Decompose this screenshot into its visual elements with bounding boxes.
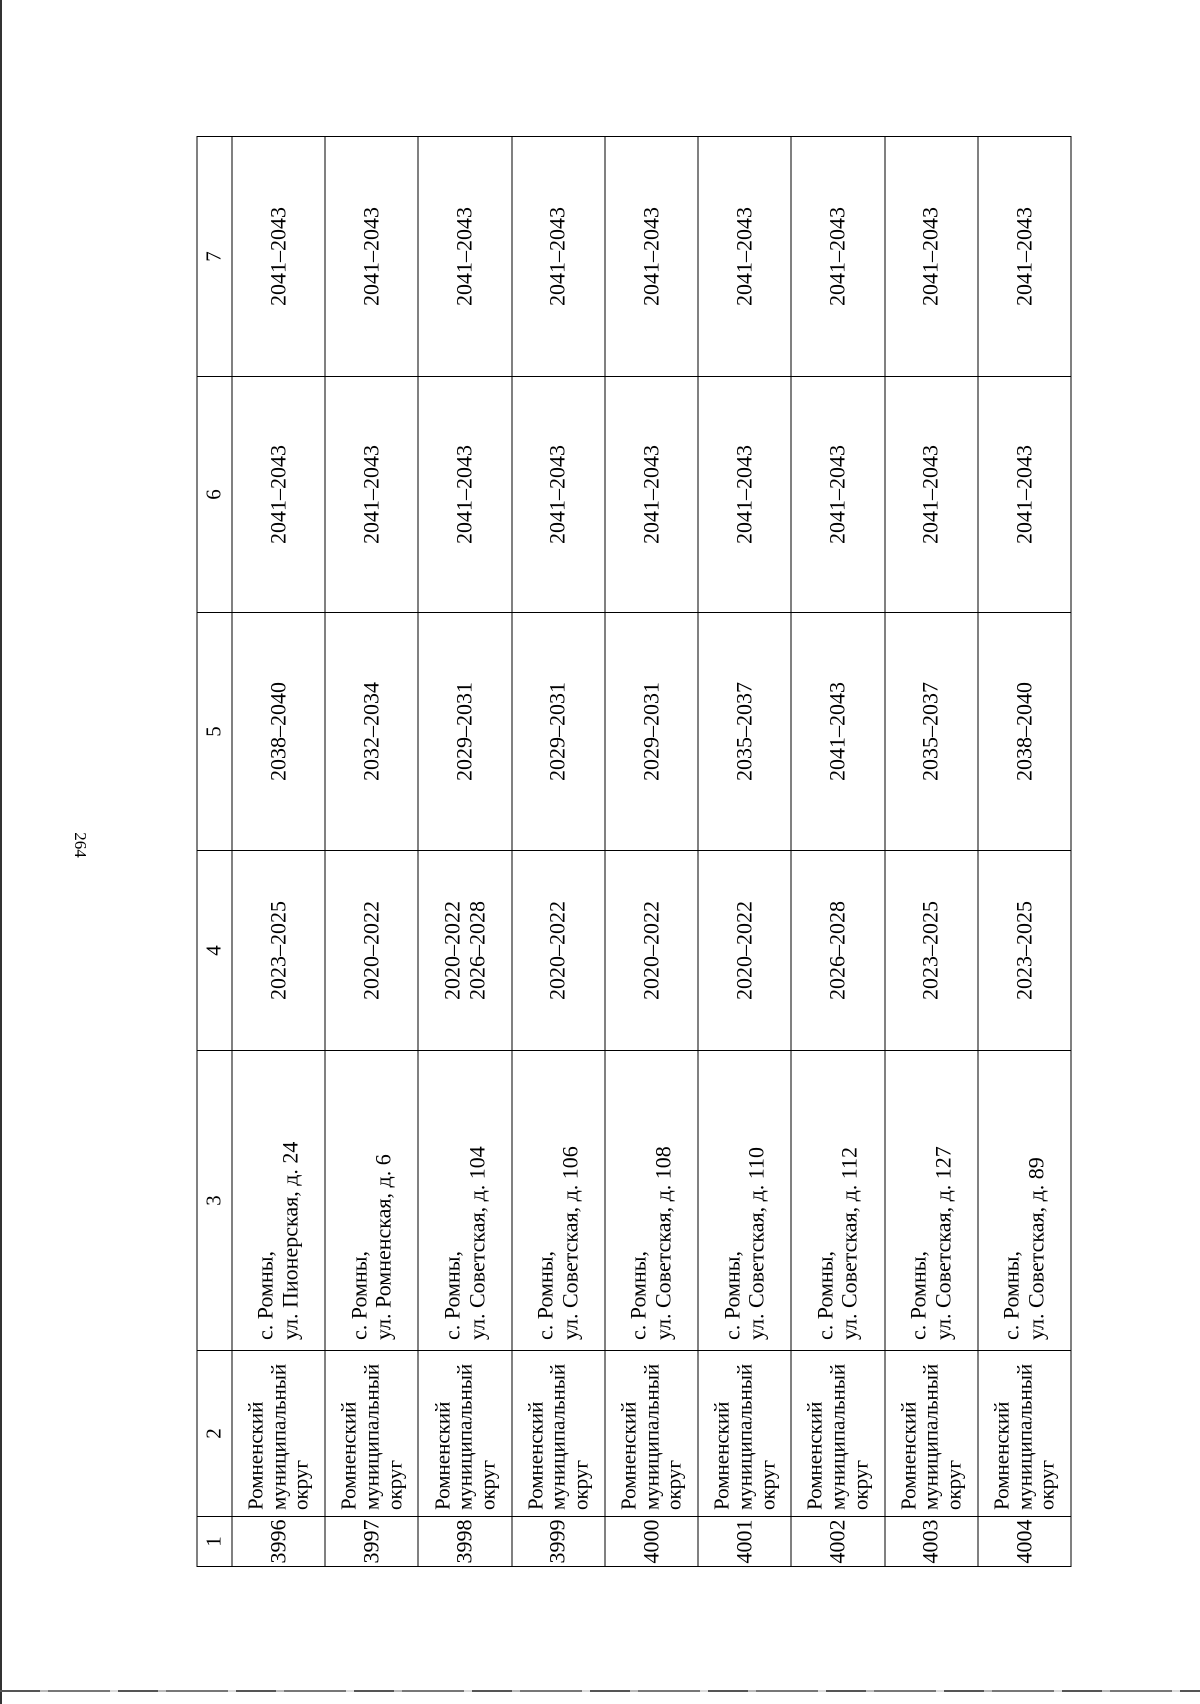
district-cell bbox=[978, 1351, 1071, 1517]
period-col6-cell: 2041–2043 bbox=[232, 377, 325, 613]
row-number-cell: 4000 bbox=[605, 1517, 698, 1567]
period-col7-cell: 2041–2043 bbox=[512, 137, 605, 377]
cell-line: с. Ромны, bbox=[532, 1250, 558, 1340]
district-cell bbox=[232, 1351, 325, 1517]
cell-line: ул. Советская, д. 104 bbox=[464, 1146, 490, 1340]
address-cell bbox=[885, 1051, 978, 1351]
table-row bbox=[325, 137, 418, 1567]
cell-line: муниципальный bbox=[639, 1363, 664, 1510]
cell-line: Ромненский bbox=[616, 1401, 641, 1510]
table-row bbox=[512, 137, 605, 1567]
cell-line: Ромненский bbox=[243, 1401, 268, 1510]
district-cell bbox=[418, 1351, 511, 1517]
cell-line: муниципальный bbox=[266, 1363, 291, 1510]
district-cell bbox=[605, 1351, 698, 1517]
cell-line: 2023–2025 bbox=[1011, 901, 1037, 1000]
period-col4-cell bbox=[418, 851, 511, 1051]
header-cell: 1 bbox=[197, 1517, 232, 1567]
row-number-cell: 4002 bbox=[791, 1517, 884, 1567]
cell-line: 2020–2022 bbox=[544, 901, 570, 1000]
cell-line: округ bbox=[661, 1459, 686, 1510]
table-header-row bbox=[197, 137, 232, 1567]
address-cell bbox=[418, 1051, 511, 1351]
cell-line: с. Ромны, bbox=[812, 1250, 838, 1340]
period-col5-cell: 2041–2043 bbox=[791, 613, 884, 851]
page-number: 264 bbox=[71, 832, 90, 858]
period-col6-cell: 2041–2043 bbox=[978, 377, 1071, 613]
cell-line: ул. Советская, д. 110 bbox=[743, 1147, 769, 1340]
cell-line: с. Ромны, bbox=[905, 1250, 931, 1340]
cell-line: с. Ромны, bbox=[252, 1250, 278, 1340]
address-cell bbox=[232, 1051, 325, 1351]
period-col5-cell: 2029–2031 bbox=[418, 613, 511, 851]
cell-line: 2026–2028 bbox=[824, 901, 850, 1000]
period-col5-cell: 2035–2037 bbox=[885, 613, 978, 851]
cell-line: муниципальный bbox=[825, 1363, 850, 1510]
cell-line: Ромненский bbox=[802, 1401, 827, 1510]
cell-line: с. Ромны, bbox=[719, 1250, 745, 1340]
scan-edge-bottom bbox=[0, 1690, 1200, 1692]
header-cell: 7 bbox=[197, 137, 232, 377]
cell-line: муниципальный bbox=[359, 1363, 384, 1510]
period-col7-cell: 2041–2043 bbox=[418, 137, 511, 377]
period-col7-cell: 2041–2043 bbox=[605, 137, 698, 377]
period-col7-cell: 2041–2043 bbox=[885, 137, 978, 377]
period-col6-cell: 2041–2043 bbox=[885, 377, 978, 613]
cell-line: Ромненский bbox=[523, 1401, 548, 1510]
cell-line: муниципальный bbox=[545, 1363, 570, 1510]
period-col5-cell: 2035–2037 bbox=[698, 613, 791, 851]
period-col5-cell: 2038–2040 bbox=[978, 613, 1071, 851]
cell-line: муниципальный bbox=[918, 1363, 943, 1510]
cell-line: Ромненский bbox=[430, 1401, 455, 1510]
period-col4-cell bbox=[978, 851, 1071, 1051]
cell-line: ул. Советская, д. 108 bbox=[650, 1146, 676, 1340]
table-row bbox=[791, 137, 884, 1567]
header-cell: 4 bbox=[197, 851, 232, 1051]
table-row bbox=[232, 137, 325, 1567]
cell-line: округ bbox=[941, 1459, 966, 1510]
header-cell: 2 bbox=[197, 1351, 232, 1517]
period-col5-cell: 2029–2031 bbox=[605, 613, 698, 851]
period-col4-cell bbox=[325, 851, 418, 1051]
table-row bbox=[418, 137, 511, 1567]
rotated-table-container bbox=[197, 137, 1072, 1567]
period-col7-cell: 2041–2043 bbox=[325, 137, 418, 377]
row-number-cell: 4003 bbox=[885, 1517, 978, 1567]
schedule-table-body bbox=[197, 137, 1071, 1567]
cell-line: с. Ромны, bbox=[998, 1250, 1024, 1340]
table-row bbox=[978, 137, 1071, 1567]
period-col6-cell: 2041–2043 bbox=[698, 377, 791, 613]
row-number-cell: 4001 bbox=[698, 1517, 791, 1567]
cell-line: округ bbox=[288, 1459, 313, 1510]
period-col6-cell: 2041–2043 bbox=[325, 377, 418, 613]
address-cell bbox=[978, 1051, 1071, 1351]
period-col4-cell bbox=[512, 851, 605, 1051]
cell-line: муниципальный bbox=[732, 1363, 757, 1510]
cell-line: Ромненский bbox=[709, 1401, 734, 1510]
period-col6-cell: 2041–2043 bbox=[791, 377, 884, 613]
header-cell: 6 bbox=[197, 377, 232, 613]
address-cell bbox=[791, 1051, 884, 1351]
period-col5-cell: 2032–2034 bbox=[325, 613, 418, 851]
row-number-cell: 3997 bbox=[325, 1517, 418, 1567]
cell-line: ул. Советская, д. 89 bbox=[1023, 1157, 1049, 1340]
cell-line: 2023–2025 bbox=[917, 901, 943, 1000]
cell-line: 2020–2022 bbox=[439, 901, 465, 1000]
scan-edge-left bbox=[0, 0, 2, 1704]
district-cell bbox=[791, 1351, 884, 1517]
cell-line: округ bbox=[848, 1459, 873, 1510]
period-col7-cell: 2041–2043 bbox=[232, 137, 325, 377]
period-col6-cell: 2041–2043 bbox=[605, 377, 698, 613]
cell-line: ул. Ромненская, д. 6 bbox=[370, 1154, 396, 1340]
address-cell bbox=[325, 1051, 418, 1351]
period-col5-cell: 2029–2031 bbox=[512, 613, 605, 851]
row-number-cell: 4004 bbox=[978, 1517, 1071, 1567]
table-row bbox=[605, 137, 698, 1567]
cell-line: ул. Пионерская, д. 24 bbox=[277, 1141, 303, 1340]
period-col4-cell bbox=[605, 851, 698, 1051]
address-cell bbox=[698, 1051, 791, 1351]
cell-line: ул. Советская, д. 127 bbox=[930, 1146, 956, 1340]
cell-line: округ bbox=[1034, 1459, 1059, 1510]
period-col4-cell bbox=[885, 851, 978, 1051]
cell-line: 2020–2022 bbox=[638, 901, 664, 1000]
address-cell bbox=[512, 1051, 605, 1351]
schedule-table bbox=[197, 136, 1072, 1567]
row-number-cell: 3998 bbox=[418, 1517, 511, 1567]
period-col7-cell: 2041–2043 bbox=[978, 137, 1071, 377]
period-col4-cell bbox=[698, 851, 791, 1051]
cell-line: Ромненский bbox=[896, 1401, 921, 1510]
table-row bbox=[698, 137, 791, 1567]
period-col5-cell: 2038–2040 bbox=[232, 613, 325, 851]
period-col6-cell: 2041–2043 bbox=[512, 377, 605, 613]
cell-line: муниципальный bbox=[452, 1363, 477, 1510]
period-col4-cell bbox=[791, 851, 884, 1051]
cell-line: 2020–2022 bbox=[731, 901, 757, 1000]
district-cell bbox=[512, 1351, 605, 1517]
cell-line: муниципальный bbox=[1012, 1363, 1037, 1510]
cell-line: с. Ромны, bbox=[625, 1250, 651, 1340]
cell-line: 2020–2022 bbox=[358, 901, 384, 1000]
row-number-cell: 3996 bbox=[232, 1517, 325, 1567]
cell-line: округ bbox=[568, 1459, 593, 1510]
period-col7-cell: 2041–2043 bbox=[791, 137, 884, 377]
cell-line: округ bbox=[475, 1459, 500, 1510]
cell-line: с. Ромны, bbox=[439, 1250, 465, 1340]
cell-line: 2026–2028 bbox=[464, 901, 490, 1000]
cell-line: Ромненский bbox=[336, 1401, 361, 1510]
cell-line: ул. Советская, д. 106 bbox=[557, 1146, 583, 1340]
period-col7-cell: 2041–2043 bbox=[698, 137, 791, 377]
district-cell bbox=[325, 1351, 418, 1517]
cell-line: Ромненский bbox=[989, 1401, 1014, 1510]
table-row bbox=[885, 137, 978, 1567]
header-cell: 3 bbox=[197, 1051, 232, 1351]
header-cell: 5 bbox=[197, 613, 232, 851]
period-col4-cell bbox=[232, 851, 325, 1051]
cell-line: округ bbox=[755, 1459, 780, 1510]
address-cell bbox=[605, 1051, 698, 1351]
cell-line: округ bbox=[382, 1459, 407, 1510]
cell-line: с. Ромны, bbox=[346, 1250, 372, 1340]
district-cell bbox=[698, 1351, 791, 1517]
cell-line: ул. Советская, д. 112 bbox=[836, 1147, 862, 1340]
row-number-cell: 3999 bbox=[512, 1517, 605, 1567]
period-col6-cell: 2041–2043 bbox=[418, 377, 511, 613]
district-cell bbox=[885, 1351, 978, 1517]
cell-line: 2023–2025 bbox=[265, 901, 291, 1000]
